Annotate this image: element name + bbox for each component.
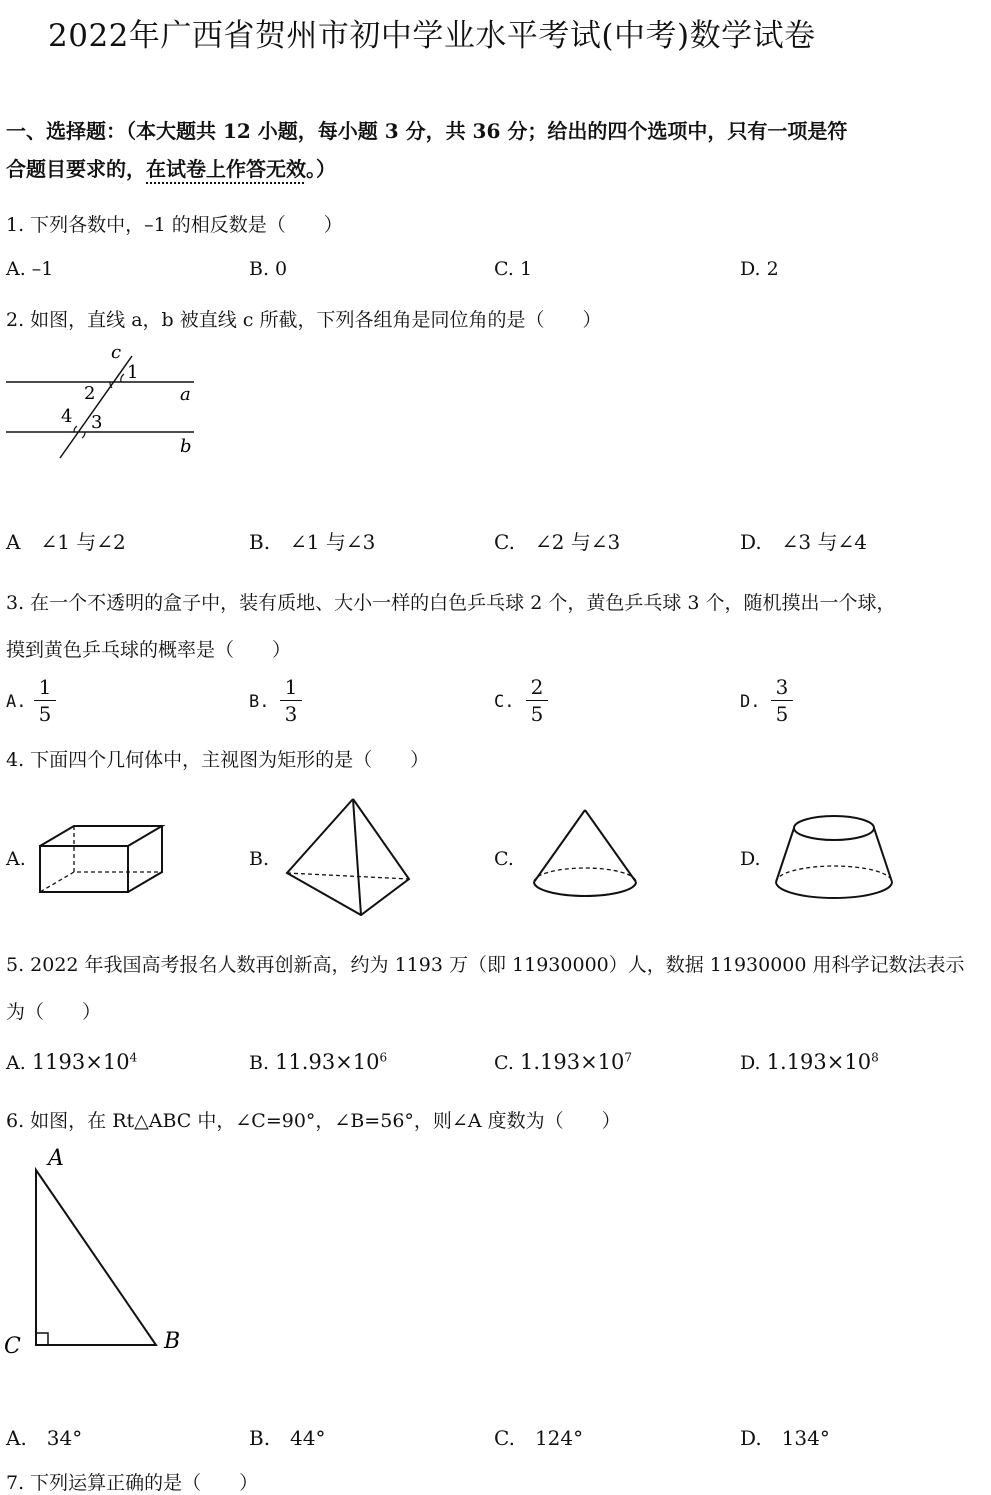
q5-option-a: A. $1193\times 10^4$	[6, 1050, 138, 1074]
q3-option-d-label: D.	[740, 692, 761, 712]
q2-option-b: B. ∠1 与∠3	[249, 530, 376, 554]
q4-option-a: A.	[6, 848, 26, 870]
q4-option-c: C.	[494, 848, 514, 870]
page-title: 2022年广西省贺州市初中学业水平考试(中考)数学试卷	[48, 18, 816, 54]
q1-option-d: D. 2	[740, 258, 779, 280]
question-4-stem: 4. 下面四个几何体中，主视图为矩形的是（ ）	[6, 749, 430, 771]
q5-option-c: C. $1.193\times 10^7$	[494, 1050, 633, 1074]
q3-option-b-fraction: 1 3	[280, 677, 302, 724]
question-3-stem-line1: 3. 在一个不透明的盒子中，装有质地、大小一样的白色乒乓球 2 个，黄色乒乓球 3 个，随机摸出一个球，	[6, 592, 896, 614]
q2-option-d: D. ∠3 与∠4	[740, 530, 868, 554]
q6-option-a: A. 34°	[6, 1426, 83, 1450]
q3-option-a-label: A.	[6, 692, 27, 712]
pyramid-figure	[283, 795, 415, 919]
question-1-stem: 1. 下列各数中，–1 的相反数是（ ）	[6, 214, 343, 236]
label-3: 3	[91, 412, 103, 433]
question-3-stem-line2: 摸到黄色乒乓球的概率是（ ）	[6, 639, 292, 661]
vertex-b-label: B	[164, 1329, 181, 1354]
vertex-c-label: C	[4, 1334, 21, 1359]
q5-option-b: B. $11.93\times 10^6$	[249, 1050, 388, 1074]
q3-option-c-fraction: 2 5	[526, 677, 548, 724]
q1-option-c: C. 1	[494, 258, 533, 280]
parallel-lines-figure	[0, 338, 220, 468]
label-1: 1	[127, 362, 139, 383]
label-b: b	[180, 436, 192, 457]
cuboid-figure	[36, 822, 170, 896]
dotted-emphasis: 在试卷上作答无效	[146, 157, 306, 181]
q6-option-d: D. 134°	[740, 1426, 830, 1450]
section-heading-line2: 合题目要求的，在试卷上作答无效。）	[6, 157, 336, 181]
q3-option-b-label: B.	[249, 692, 270, 712]
q6-option-c: C. 124°	[494, 1426, 584, 1450]
section-heading-line1: 一、选择题：（本大题共 12 小题，每小题 3 分，共 36 分；给出的四个选项中，只有一项是符	[6, 119, 848, 143]
q6-option-b: B. 44°	[249, 1426, 326, 1450]
label-4: 4	[61, 406, 73, 427]
question-2-stem: 2. 如图，直线 a，b 被直线 c 所截，下列各组角是同位角的是（ ）	[6, 309, 602, 331]
question-5-stem-line2: 为（ ）	[6, 1001, 102, 1023]
right-triangle-figure	[0, 1140, 200, 1365]
q1-option-a: A. –1	[6, 258, 54, 280]
cone-figure	[530, 806, 640, 906]
q4-option-d: D.	[740, 848, 761, 870]
q2-option-a: A ∠1 与∠2	[6, 530, 126, 554]
question-6-stem: 6. 如图，在 Rt△ABC 中，∠C=90°，∠B=56°，则∠A 度数为（ ）	[6, 1110, 621, 1132]
frustum-figure	[772, 812, 896, 906]
question-7-stem: 7. 下列运算正确的是（ ）	[6, 1472, 259, 1494]
label-a: a	[180, 384, 191, 405]
question-5-stem-line1: 5. 2022 年我国高考报名人数再创新高，约为 1193 万（即 11930000）人，数据 11930000 用科学记数法表示	[6, 954, 965, 976]
q3-option-d-fraction: 3 5	[771, 677, 793, 724]
q5-option-d: D. $1.193\times 10^8$	[740, 1050, 879, 1074]
angle-arc-3	[82, 432, 85, 438]
angle-arc-4	[74, 426, 77, 432]
vertex-a-label: A	[48, 1146, 64, 1171]
q3-option-a-fraction: 1 5	[34, 677, 56, 724]
angle-arc-1	[121, 374, 124, 382]
q3-option-c-label: C.	[494, 692, 515, 712]
label-2: 2	[84, 383, 96, 404]
label-c: c	[111, 342, 122, 363]
q4-option-b: B.	[249, 848, 270, 870]
q1-option-b: B. 0	[249, 258, 288, 280]
q2-option-c: C. ∠2 与∠3	[494, 530, 621, 554]
